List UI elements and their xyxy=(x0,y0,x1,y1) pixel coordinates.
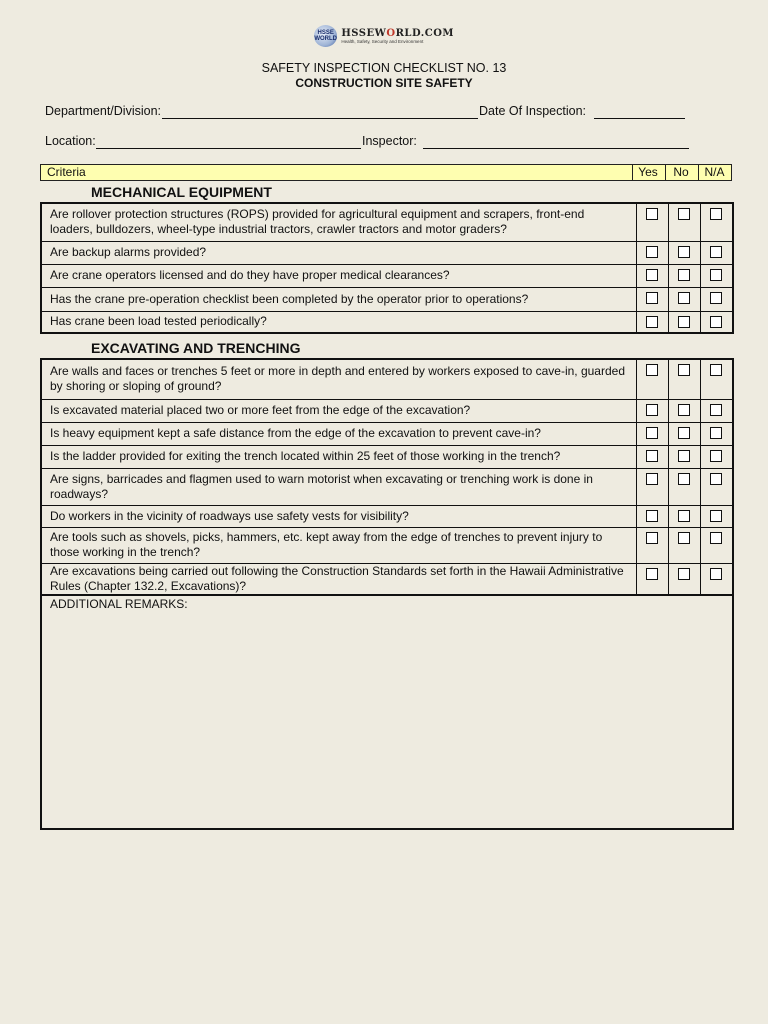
yes-checkbox[interactable] xyxy=(646,208,658,220)
yes-checkbox[interactable] xyxy=(646,427,658,439)
no-checkbox[interactable] xyxy=(678,364,690,376)
document-title: SAFETY INSPECTION CHECKLIST NO. 13 xyxy=(261,61,507,75)
question-text: Has the crane pre-operation checklist been completed by the operator prior to operations? xyxy=(41,287,636,311)
criteria-header xyxy=(40,164,732,181)
yes-cell xyxy=(636,527,668,563)
table-row xyxy=(41,527,733,563)
yes-cell xyxy=(636,264,668,287)
yes-cell xyxy=(636,241,668,264)
logo-tagline: Health, Safety, Security and Environment xyxy=(341,38,424,44)
criteria-column-label: Criteria xyxy=(47,165,86,179)
table-row xyxy=(41,445,733,468)
yes-checkbox[interactable] xyxy=(646,292,658,304)
question-text: Is excavated material placed two or more feet from the edge of the excavation? xyxy=(41,399,636,422)
globe-logo-icon xyxy=(314,25,337,47)
na-cell xyxy=(700,287,733,311)
na-cell xyxy=(700,203,733,241)
table-row xyxy=(41,505,733,527)
no-checkbox[interactable] xyxy=(678,246,690,258)
no-cell xyxy=(668,505,700,527)
excavating-trenching-table xyxy=(40,358,734,596)
no-checkbox[interactable] xyxy=(678,473,690,485)
na-cell xyxy=(700,311,733,333)
question-text: Is heavy equipment kept a safe distance from the edge of the excavation to prevent cave-in? xyxy=(41,422,636,445)
na-checkbox[interactable] xyxy=(710,532,722,544)
logo-name xyxy=(341,28,454,39)
na-checkbox[interactable] xyxy=(710,450,722,462)
table-row xyxy=(41,399,733,422)
question-text: Are signs, barricades and flagmen used to warn motorist when excavating or trenching work is done in roadways? xyxy=(41,468,636,505)
no-checkbox[interactable] xyxy=(678,427,690,439)
no-checkbox[interactable] xyxy=(678,208,690,220)
na-checkbox[interactable] xyxy=(710,568,722,580)
additional-remarks-box[interactable] xyxy=(40,595,734,830)
na-column-label: N/A xyxy=(704,165,725,179)
na-cell xyxy=(700,399,733,422)
department-label: Department/Division: xyxy=(45,104,162,118)
question-text: Are crane operators licensed and do they have proper medical clearances? xyxy=(41,264,636,287)
na-checkbox[interactable] xyxy=(710,269,722,281)
logo-name-a: HSSEW xyxy=(341,27,387,39)
yes-checkbox[interactable] xyxy=(646,473,658,485)
no-cell xyxy=(668,359,700,399)
question-text: Are excavations being carried out following the Construction Standards set forth in the Hawaii Administrative Rules (Chapter 132.2, Excavations)? xyxy=(41,563,636,595)
no-cell xyxy=(668,399,700,422)
table-row xyxy=(41,264,733,287)
na-cell xyxy=(700,422,733,445)
yes-cell xyxy=(636,311,668,333)
table-row xyxy=(41,311,733,333)
department-field[interactable] xyxy=(162,118,478,119)
no-cell xyxy=(668,468,700,505)
hsseworld-logo xyxy=(314,24,454,48)
no-column-label: No xyxy=(673,165,689,179)
no-cell xyxy=(668,311,700,333)
table-row xyxy=(41,468,733,505)
no-cell xyxy=(668,287,700,311)
yes-column-label: Yes xyxy=(638,165,658,179)
yes-checkbox[interactable] xyxy=(646,404,658,416)
table-row xyxy=(41,203,733,241)
yes-cell xyxy=(636,563,668,595)
table-row xyxy=(41,359,733,399)
logo-badge-line1: HSSE xyxy=(317,30,334,36)
question-text: Is the ladder provided for exiting the trench located within 25 feet of those working in the trench? xyxy=(41,445,636,468)
na-cell xyxy=(700,445,733,468)
no-checkbox[interactable] xyxy=(678,269,690,281)
yes-checkbox[interactable] xyxy=(646,364,658,376)
no-checkbox[interactable] xyxy=(678,510,690,522)
yes-checkbox[interactable] xyxy=(646,316,658,328)
question-text: Are walls and faces or trenches 5 feet or more in depth and entered by workers exposed to cave-in, guarded by shoring or sloping of ground? xyxy=(41,359,636,399)
question-text: Has crane been load tested periodically? xyxy=(41,311,636,333)
no-checkbox[interactable] xyxy=(678,568,690,580)
na-cell xyxy=(700,468,733,505)
question-text: Are tools such as shovels, picks, hammers, etc. kept away from the edge of trenches to prevent injury to those working in the trench? xyxy=(41,527,636,563)
yes-cell xyxy=(636,445,668,468)
table-row xyxy=(41,422,733,445)
na-cell xyxy=(700,241,733,264)
question-text: Are rollover protection structures (ROPS) provided for agricultural equipment and scrapers, front-end loaders, bulldozers, wheel-type industrial tractors, crawler tractors and motor graders? xyxy=(41,203,636,241)
na-checkbox[interactable] xyxy=(710,473,722,485)
no-checkbox[interactable] xyxy=(678,404,690,416)
no-cell xyxy=(668,264,700,287)
yes-cell xyxy=(636,505,668,527)
yes-checkbox[interactable] xyxy=(646,246,658,258)
section-title-mechanical: MECHANICAL EQUIPMENT xyxy=(91,184,272,200)
yes-cell xyxy=(636,399,668,422)
yes-cell xyxy=(636,203,668,241)
no-cell xyxy=(668,241,700,264)
location-field[interactable] xyxy=(96,148,361,149)
no-checkbox[interactable] xyxy=(678,292,690,304)
yes-cell xyxy=(636,468,668,505)
logo-name-b: RLD.COM xyxy=(395,27,454,39)
date-label: Date Of Inspection: xyxy=(479,104,587,118)
document-subtitle: CONSTRUCTION SITE SAFETY xyxy=(295,76,473,90)
inspector-field[interactable] xyxy=(423,148,689,149)
na-checkbox[interactable] xyxy=(710,427,722,439)
yes-checkbox[interactable] xyxy=(646,450,658,462)
logo-badge-line2: WORLD xyxy=(314,36,338,42)
na-cell xyxy=(700,527,733,563)
yes-checkbox[interactable] xyxy=(646,269,658,281)
na-checkbox[interactable] xyxy=(710,364,722,376)
inspector-label: Inspector: xyxy=(362,134,417,148)
section-title-excavating: EXCAVATING AND TRENCHING xyxy=(91,340,301,356)
no-cell xyxy=(668,203,700,241)
na-cell xyxy=(700,505,733,527)
no-checkbox[interactable] xyxy=(678,316,690,328)
table-row xyxy=(41,287,733,311)
na-checkbox[interactable] xyxy=(710,246,722,258)
na-checkbox[interactable] xyxy=(710,316,722,328)
yes-cell xyxy=(636,287,668,311)
logo-name-o: O xyxy=(386,27,396,39)
location-label: Location: xyxy=(45,134,96,148)
no-cell xyxy=(668,422,700,445)
no-cell xyxy=(668,563,700,595)
no-checkbox[interactable] xyxy=(678,450,690,462)
date-field[interactable] xyxy=(594,118,685,119)
table-row xyxy=(41,563,733,595)
yes-cell xyxy=(636,359,668,399)
na-checkbox[interactable] xyxy=(710,208,722,220)
yes-checkbox[interactable] xyxy=(646,510,658,522)
na-cell xyxy=(700,359,733,399)
additional-remarks-label: ADDITIONAL REMARKS: xyxy=(50,597,188,611)
mechanical-equipment-table xyxy=(40,202,734,334)
na-cell xyxy=(700,264,733,287)
na-cell xyxy=(700,563,733,595)
yes-checkbox[interactable] xyxy=(646,532,658,544)
question-text: Do workers in the vicinity of roadways use safety vests for visibility? xyxy=(41,505,636,527)
yes-cell xyxy=(636,422,668,445)
no-cell xyxy=(668,527,700,563)
table-row xyxy=(41,241,733,264)
na-checkbox[interactable] xyxy=(710,510,722,522)
yes-checkbox[interactable] xyxy=(646,568,658,580)
na-checkbox[interactable] xyxy=(710,292,722,304)
no-checkbox[interactable] xyxy=(678,532,690,544)
no-cell xyxy=(668,445,700,468)
question-text: Are backup alarms provided? xyxy=(41,241,636,264)
na-checkbox[interactable] xyxy=(710,404,722,416)
